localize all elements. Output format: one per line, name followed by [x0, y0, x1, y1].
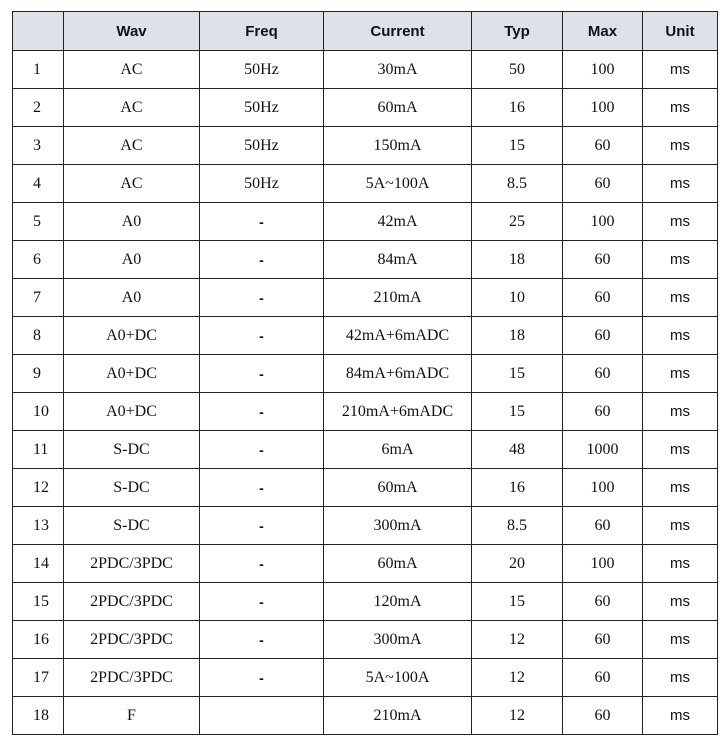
- header-row: [13, 12, 718, 51]
- cell-current: 210mA: [324, 279, 472, 317]
- cell-current: 42mA: [324, 203, 472, 241]
- cell-unit: ms: [643, 317, 718, 355]
- cell-typ: 16: [472, 469, 563, 507]
- cell-freq: -: [200, 355, 324, 393]
- table-row: [13, 545, 718, 583]
- cell-typ: 18: [472, 241, 563, 279]
- cell-unit: ms: [643, 279, 718, 317]
- header-wav: Wav: [64, 12, 200, 51]
- cell-unit: ms: [643, 89, 718, 127]
- cell-wav: AC: [64, 89, 200, 127]
- header-current: Current: [324, 12, 472, 51]
- cell-wav: S-DC: [64, 469, 200, 507]
- cell-typ: 48: [472, 431, 563, 469]
- cell-max: 100: [563, 51, 643, 89]
- cell-unit: ms: [643, 203, 718, 241]
- cell-typ: 15: [472, 127, 563, 165]
- cell-typ: 12: [472, 621, 563, 659]
- cell-typ: 15: [472, 355, 563, 393]
- cell-freq: -: [200, 659, 324, 697]
- cell-unit: ms: [643, 431, 718, 469]
- cell-no: 2: [13, 89, 64, 127]
- cell-no: 18: [13, 697, 64, 735]
- cell-unit: ms: [643, 659, 718, 697]
- cell-wav: A0+DC: [64, 317, 200, 355]
- cell-wav: AC: [64, 127, 200, 165]
- cell-max: 1000: [563, 431, 643, 469]
- table-row: [13, 431, 718, 469]
- cell-wav: A0: [64, 203, 200, 241]
- cell-freq: 50Hz: [200, 51, 324, 89]
- cell-unit: ms: [643, 241, 718, 279]
- cell-unit: ms: [643, 545, 718, 583]
- cell-typ: 15: [472, 583, 563, 621]
- cell-no: 17: [13, 659, 64, 697]
- cell-max: 60: [563, 279, 643, 317]
- cell-no: 8: [13, 317, 64, 355]
- header-freq: Freq: [200, 12, 324, 51]
- cell-unit: ms: [643, 127, 718, 165]
- cell-current: 6mA: [324, 431, 472, 469]
- cell-wav: 2PDC/3PDC: [64, 621, 200, 659]
- table-row: [13, 355, 718, 393]
- header-typ: Typ: [472, 12, 563, 51]
- cell-unit: ms: [643, 165, 718, 203]
- cell-wav: AC: [64, 51, 200, 89]
- cell-max: 100: [563, 469, 643, 507]
- cell-current: 30mA: [324, 51, 472, 89]
- cell-wav: 2PDC/3PDC: [64, 583, 200, 621]
- cell-no: 4: [13, 165, 64, 203]
- cell-unit: ms: [643, 507, 718, 545]
- table-row: [13, 697, 718, 735]
- table-row: [13, 241, 718, 279]
- cell-no: 9: [13, 355, 64, 393]
- table-row: [13, 469, 718, 507]
- cell-freq: -: [200, 203, 324, 241]
- cell-wav: F: [64, 697, 200, 735]
- cell-freq: -: [200, 279, 324, 317]
- trip-time-table: [12, 11, 718, 735]
- cell-unit: ms: [643, 583, 718, 621]
- cell-current: 84mA: [324, 241, 472, 279]
- cell-unit: ms: [643, 355, 718, 393]
- cell-wav: AC: [64, 165, 200, 203]
- cell-max: 60: [563, 355, 643, 393]
- cell-max: 60: [563, 621, 643, 659]
- cell-typ: 12: [472, 659, 563, 697]
- cell-wav: 2PDC/3PDC: [64, 545, 200, 583]
- cell-no: 10: [13, 393, 64, 431]
- cell-max: 60: [563, 697, 643, 735]
- cell-freq: -: [200, 431, 324, 469]
- cell-freq: -: [200, 507, 324, 545]
- cell-no: 11: [13, 431, 64, 469]
- table-row: [13, 317, 718, 355]
- cell-typ: 8.5: [472, 507, 563, 545]
- cell-current: 42mA+6mADC: [324, 317, 472, 355]
- cell-typ: 20: [472, 545, 563, 583]
- cell-no: 12: [13, 469, 64, 507]
- table-row: [13, 659, 718, 697]
- cell-typ: 12: [472, 697, 563, 735]
- cell-freq: -: [200, 241, 324, 279]
- cell-typ: 8.5: [472, 165, 563, 203]
- cell-no: 3: [13, 127, 64, 165]
- cell-current: 300mA: [324, 621, 472, 659]
- cell-typ: 10: [472, 279, 563, 317]
- cell-current: 5A~100A: [324, 659, 472, 697]
- table-row: [13, 203, 718, 241]
- cell-typ: 16: [472, 89, 563, 127]
- cell-freq: -: [200, 317, 324, 355]
- cell-no: 15: [13, 583, 64, 621]
- cell-typ: 50: [472, 51, 563, 89]
- cell-max: 100: [563, 89, 643, 127]
- cell-freq: -: [200, 583, 324, 621]
- table-row: [13, 89, 718, 127]
- cell-unit: ms: [643, 697, 718, 735]
- cell-max: 100: [563, 203, 643, 241]
- cell-wav: S-DC: [64, 431, 200, 469]
- cell-wav: A0: [64, 241, 200, 279]
- cell-wav: 2PDC/3PDC: [64, 659, 200, 697]
- cell-no: 16: [13, 621, 64, 659]
- header-unit: Unit: [643, 12, 718, 51]
- cell-typ: 18: [472, 317, 563, 355]
- cell-typ: 25: [472, 203, 563, 241]
- cell-current: 120mA: [324, 583, 472, 621]
- cell-max: 60: [563, 165, 643, 203]
- cell-max: 60: [563, 583, 643, 621]
- cell-current: 210mA+6mADC: [324, 393, 472, 431]
- cell-no: 7: [13, 279, 64, 317]
- cell-current: 150mA: [324, 127, 472, 165]
- cell-current: 5A~100A: [324, 165, 472, 203]
- table-row: [13, 127, 718, 165]
- cell-wav: A0: [64, 279, 200, 317]
- cell-wav: A0+DC: [64, 393, 200, 431]
- cell-freq: 50Hz: [200, 165, 324, 203]
- header-no: [13, 12, 64, 51]
- cell-freq: -: [200, 393, 324, 431]
- cell-wav: S-DC: [64, 507, 200, 545]
- table-row: [13, 393, 718, 431]
- table-body: [13, 51, 718, 735]
- cell-no: 1: [13, 51, 64, 89]
- table-row: [13, 621, 718, 659]
- table-row: [13, 51, 718, 89]
- cell-current: 60mA: [324, 469, 472, 507]
- cell-wav: A0+DC: [64, 355, 200, 393]
- cell-typ: 15: [472, 393, 563, 431]
- cell-no: 14: [13, 545, 64, 583]
- cell-freq: -: [200, 545, 324, 583]
- cell-current: 300mA: [324, 507, 472, 545]
- table-row: [13, 583, 718, 621]
- cell-current: 210mA: [324, 697, 472, 735]
- cell-max: 60: [563, 659, 643, 697]
- cell-freq: [200, 697, 324, 735]
- cell-no: 13: [13, 507, 64, 545]
- cell-freq: -: [200, 621, 324, 659]
- cell-current: 60mA: [324, 545, 472, 583]
- table-row: [13, 279, 718, 317]
- cell-max: 60: [563, 507, 643, 545]
- cell-max: 60: [563, 393, 643, 431]
- cell-freq: 50Hz: [200, 127, 324, 165]
- cell-unit: ms: [643, 469, 718, 507]
- cell-max: 100: [563, 545, 643, 583]
- cell-freq: -: [200, 469, 324, 507]
- cell-unit: ms: [643, 621, 718, 659]
- table-row: [13, 507, 718, 545]
- cell-unit: ms: [643, 393, 718, 431]
- header-max: Max: [563, 12, 643, 51]
- cell-max: 60: [563, 127, 643, 165]
- cell-freq: 50Hz: [200, 89, 324, 127]
- cell-current: 60mA: [324, 89, 472, 127]
- cell-max: 60: [563, 317, 643, 355]
- cell-unit: ms: [643, 51, 718, 89]
- cell-current: 84mA+6mADC: [324, 355, 472, 393]
- cell-no: 6: [13, 241, 64, 279]
- table-row: [13, 165, 718, 203]
- cell-max: 60: [563, 241, 643, 279]
- cell-no: 5: [13, 203, 64, 241]
